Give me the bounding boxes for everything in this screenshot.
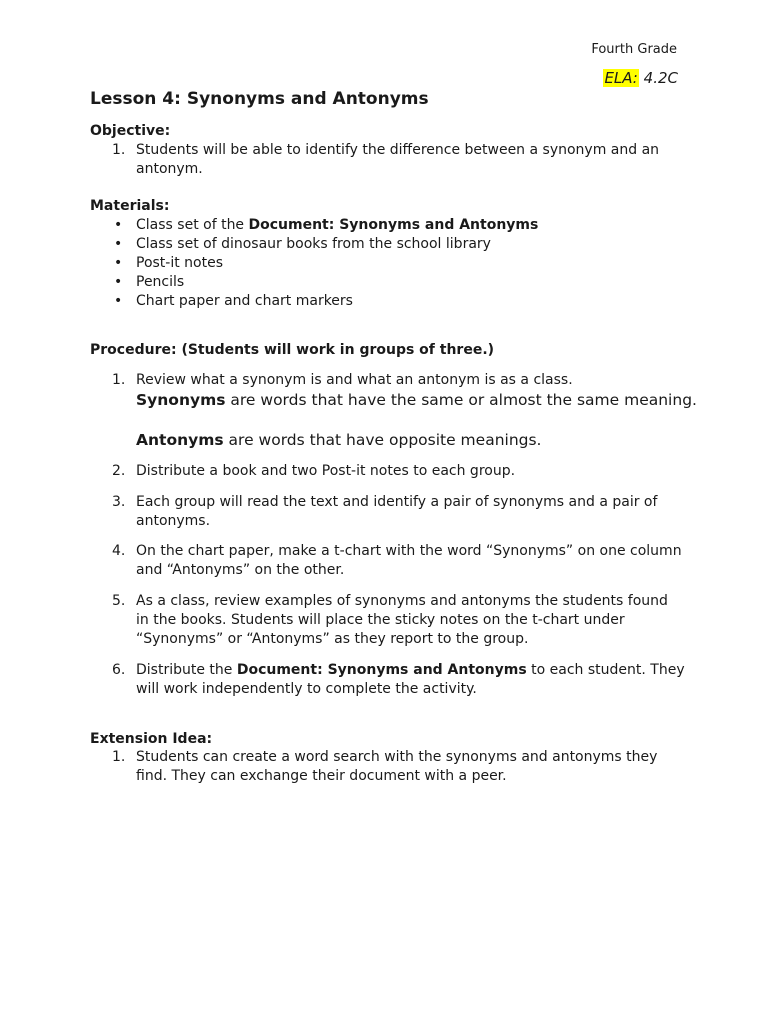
objective-heading: Objective:: [90, 123, 171, 139]
list-number: 4.: [112, 543, 126, 559]
synonyms-definition: [136, 390, 697, 410]
procedure-item: [90, 592, 690, 649]
materials-item: [90, 292, 690, 311]
list-number: 1.: [112, 372, 126, 388]
procedure-item: [90, 661, 690, 699]
list-number: 3.: [112, 494, 126, 510]
extension-text-line: Students can create a word search with the synonyms and antonyms they: [136, 749, 658, 765]
procedure-step-4: [90, 542, 690, 580]
objective-text-line: antonym.: [136, 161, 203, 177]
lesson-title: Lesson 4: Synonyms and Antonyms: [90, 89, 429, 109]
procedure-step-6: [90, 661, 690, 699]
ela-standard: [603, 69, 678, 88]
standard-label-highlight: ELA:: [604, 69, 638, 87]
procedure-item: [90, 462, 690, 481]
bullet-icon: •: [114, 217, 123, 233]
antonyms-definition: [136, 430, 542, 450]
procedure-text: Review what a synonym is and what an antonym is as a class.: [136, 372, 573, 388]
procedure-text: antonyms.: [136, 513, 211, 529]
procedure-text: “Synonyms” or “Antonyms” as they report to the group.: [136, 631, 529, 647]
procedure-step-5: [90, 592, 690, 649]
synonyms-definition-text: are words that have the same or almost the same meaning.: [225, 391, 697, 409]
procedure-text: Each group will read the text and identify a pair of synonyms and a pair of: [136, 494, 658, 510]
procedure-item: [90, 371, 690, 390]
materials-item: [90, 216, 690, 235]
extension-item: [90, 748, 690, 786]
list-number: 1.: [112, 142, 126, 158]
extension-text-line: find. They can exchange their document with a peer.: [136, 768, 507, 784]
materials-item: [90, 254, 690, 273]
procedure-heading: Procedure: (Students will work in groups of three.): [90, 342, 495, 358]
procedure-item: [90, 493, 690, 531]
materials-heading: Materials:: [90, 198, 170, 214]
bullet-icon: •: [114, 255, 123, 271]
material-text: Pencils: [136, 274, 185, 290]
objective-list: [90, 141, 690, 179]
materials-item: [90, 235, 690, 254]
synonyms-term: Synonyms: [136, 391, 226, 409]
bullet-icon: •: [114, 236, 123, 252]
procedure-text: and “Antonyms” on the other.: [136, 562, 345, 578]
material-text: Chart paper and chart markers: [136, 293, 353, 309]
step6-prefix: Distribute the: [136, 662, 237, 678]
bullet-icon: •: [114, 293, 123, 309]
list-number: 2.: [112, 463, 126, 479]
procedure-step-3: [90, 493, 690, 531]
material-text: Class set of dinosaur books from the school library: [136, 236, 491, 252]
extension-heading: Extension Idea:: [90, 731, 213, 747]
procedure-text: will work independently to complete the activity.: [136, 681, 477, 697]
procedure-text: Distribute a book and two Post-it notes to each group.: [136, 463, 516, 479]
list-number: 6.: [112, 662, 126, 678]
procedure-text: On the chart paper, make a t-chart with the word “Synonyms” on one column: [136, 543, 682, 559]
grade-level: Fourth Grade: [591, 42, 677, 57]
antonyms-definition-text: are words that have opposite meanings.: [223, 431, 542, 449]
step6-suffix: to each student. They: [526, 662, 685, 678]
objective-text-line: Students will be able to identify the difference between a synonym and an: [136, 142, 660, 158]
bullet-icon: •: [114, 274, 123, 290]
materials-list: [90, 216, 690, 311]
step6-document-name: Document: Synonyms and Antonyms: [236, 662, 527, 678]
standard-code: 4.2C: [643, 69, 678, 87]
list-number: 5.: [112, 593, 126, 609]
objective-item: [90, 141, 690, 179]
extension-list: [90, 748, 690, 786]
material-text: Class set of the: [136, 217, 249, 233]
procedure-step-2: [90, 462, 690, 481]
procedure-text: in the books. Students will place the sticky notes on the t-chart under: [136, 612, 625, 628]
material-text: Post-it notes: [136, 255, 224, 271]
material-document-name: Document: Synonyms and Antonyms: [248, 217, 539, 233]
procedure-text: [136, 661, 690, 680]
procedure-text: As a class, review examples of synonyms and antonyms the students found: [136, 593, 668, 609]
antonyms-term: Antonyms: [136, 431, 224, 449]
procedure-item: [90, 542, 690, 580]
materials-item: [90, 273, 690, 292]
list-number: 1.: [112, 749, 126, 765]
procedure-step-1: [90, 371, 690, 390]
